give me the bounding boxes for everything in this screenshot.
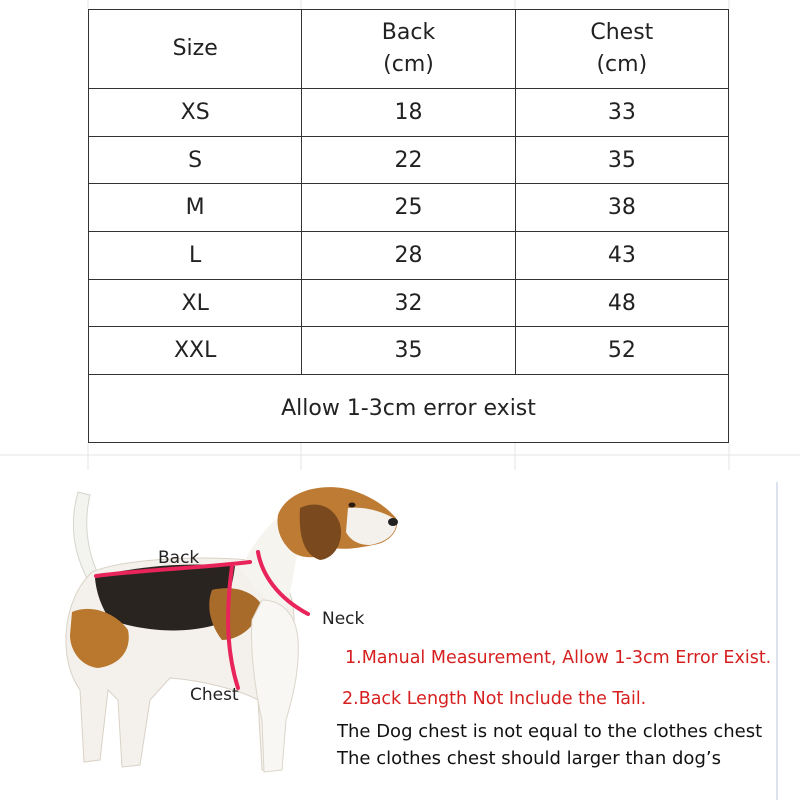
cell-chest: 38	[515, 184, 728, 232]
table-row	[89, 232, 729, 280]
table-row	[89, 89, 729, 137]
label-chest: Chest	[190, 685, 239, 705]
cell-back: 28	[302, 232, 515, 280]
header-size: Size	[89, 10, 302, 89]
cell-back: 32	[302, 279, 515, 327]
cell-chest: 43	[515, 232, 728, 280]
table-row	[89, 184, 729, 232]
dog-chest	[252, 600, 299, 772]
dog-eye	[349, 503, 356, 508]
table-header-row	[89, 10, 729, 89]
table-row	[89, 136, 729, 184]
note-back-length: 2.Back Length Not Include the Tail.	[342, 689, 647, 709]
cell-chest: 52	[515, 327, 728, 375]
cell-size: XXL	[89, 327, 302, 375]
note-chest-not-equal: The Dog chest is not equal to the clothes chest	[337, 721, 763, 742]
cell-back: 18	[302, 89, 515, 137]
cell-size: S	[89, 136, 302, 184]
cell-size: M	[89, 184, 302, 232]
header-back: Back (cm)	[302, 10, 515, 89]
note-clothes-chest-larger: The clothes chest should larger than dog’s	[337, 748, 721, 769]
label-neck: Neck	[322, 609, 365, 629]
cell-back: 35	[302, 327, 515, 375]
header-chest: Chest (cm)	[515, 10, 728, 89]
image-edge-line	[776, 482, 778, 800]
cell-chest: 48	[515, 279, 728, 327]
dog-tail	[73, 492, 98, 580]
size-chart-table	[88, 9, 729, 443]
cell-size: L	[89, 232, 302, 280]
table-row	[89, 279, 729, 327]
cell-chest: 33	[515, 89, 728, 137]
cell-back: 22	[302, 136, 515, 184]
cell-size: XS	[89, 89, 302, 137]
table-row	[89, 327, 729, 375]
label-back: Back	[158, 548, 200, 568]
size-chart-table-wrap	[88, 9, 729, 443]
cell-back: 25	[302, 184, 515, 232]
table-footnote-row	[89, 375, 729, 443]
cell-size: XL	[89, 279, 302, 327]
note-manual-measurement: 1.Manual Measurement, Allow 1-3cm Error Exist.	[345, 648, 772, 668]
cell-chest: 35	[515, 136, 728, 184]
table-footnote: Allow 1-3cm error exist	[89, 375, 729, 443]
dog-nose	[388, 518, 398, 526]
